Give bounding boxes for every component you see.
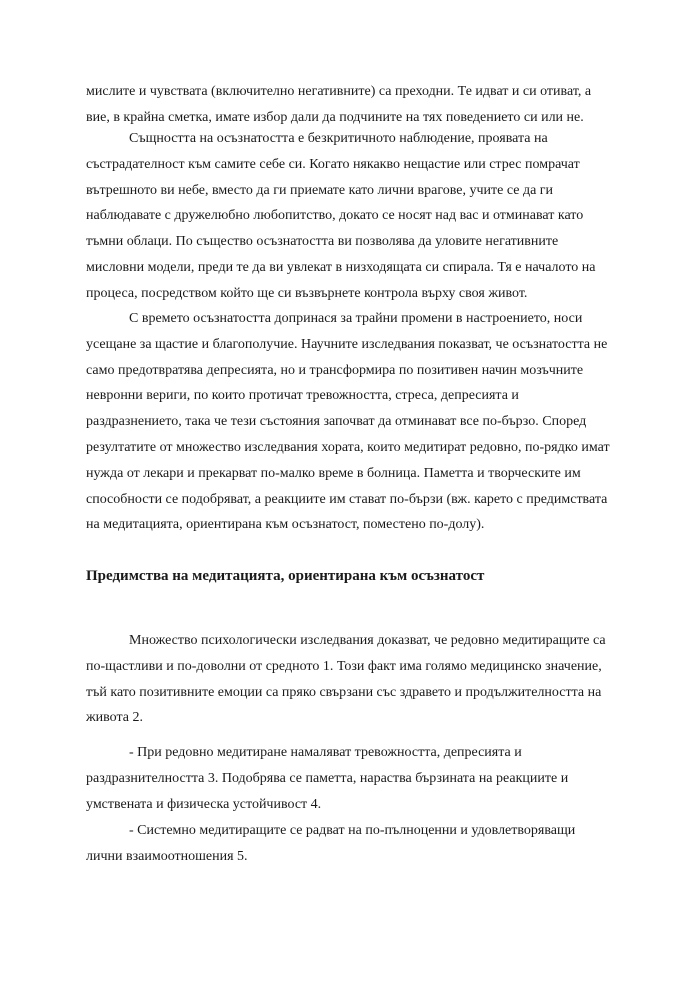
text-line: умствената и физическа устойчивост 4. xyxy=(86,796,322,812)
text-line: вътрешното ви небе, вместо да ги приемате като лични врагове, учите се да ги xyxy=(86,182,554,198)
text-line: по-щастливи и по-доволни от средното 1. Този факт има голямо медицинско значение, xyxy=(86,658,602,674)
text-line: лични взаимоотношения 5. xyxy=(86,848,248,864)
text-line: мислите и чувствата (включително негативните) са преходни. Те идват и си отиват, а xyxy=(86,84,592,99)
text-line: процеса, посредством който ще си възвърнете контрола върху своя живот. xyxy=(86,285,528,301)
list-item-anxiety xyxy=(86,740,616,817)
list-item-relationships xyxy=(86,818,616,870)
text-line: състрадателност към самите себе си. Когато някакво нещастие или стрес помрачат xyxy=(86,156,580,172)
text-line: наблюдавате с дружелюбно любопитство, докато се носят над вас и отминават като xyxy=(86,208,584,224)
text-line: нужда от лекари и прекарват по-малко време в болница. Паметта и творческите им xyxy=(86,465,581,481)
text-line: само предотвратява депресията, но и трансформира по позитивен начин мозъчните xyxy=(86,362,584,378)
text-line: резултатите от множество изследвания хората, които медитират редовно, по-рядко имат xyxy=(86,439,610,455)
text-line: раздразнението, така че тези състояния започват да отминават все по-бързо. Според xyxy=(86,414,587,430)
paragraph-benefits-intro xyxy=(86,628,616,731)
text-line: мисловни модели, преди те да ви увлекат в низходящата си спирала. Тя е началото на xyxy=(86,259,596,275)
text-line: Същността на осъзнатостта е безкритичното наблюдение, проявата на xyxy=(129,131,548,146)
text-line: на медитацията, ориентирана към осъзнатост, поместено по-долу). xyxy=(86,517,485,533)
text-line: тъмни облаци. По същество осъзнатостта ви позволява да уловите негативните xyxy=(86,234,559,250)
text-line: - Системно медитиращите се радват на по-пълноценни и удовлетворяващи xyxy=(129,823,576,838)
text-line: усещане за щастие и благополучие. Научните изследвания показват, че осъзнатостта не xyxy=(86,336,608,352)
paragraph-long-term-effects xyxy=(86,306,616,538)
text-line: тъй като позитивните емоции са пряко свързани със здравето и продължителността на xyxy=(86,684,602,700)
text-line: С времето осъзнатостта допринася за трайни промени в настроението, носи xyxy=(129,311,583,326)
paragraph-essence-of-mindfulness xyxy=(86,126,616,307)
text-line: вие, в крайна сметка, имате избор дали да подчините на тях поведението си или не. xyxy=(86,109,584,125)
text-line: невронни вериги, по които протичат тревожността, стреса, депресията и xyxy=(86,388,519,404)
text-line: живота 2. xyxy=(86,710,143,726)
text-line: - При редовно медитиране намаляват тревожността, депресията и xyxy=(129,745,522,760)
text-line: раздразнителността 3. Подобрява се паметта, нараства бързината на реакциите и xyxy=(86,770,569,786)
paragraph-continuation xyxy=(86,79,616,131)
text-line: способности се подобряват, а реакциите им стават по-бързи (вж. карето с предимствата xyxy=(86,491,608,507)
text-line: Множество психологически изследвания доказват, че редовно медитиращите са xyxy=(129,633,606,648)
section-heading: Предимства на медитацията, ориентирана към осъзнатост xyxy=(86,568,485,584)
